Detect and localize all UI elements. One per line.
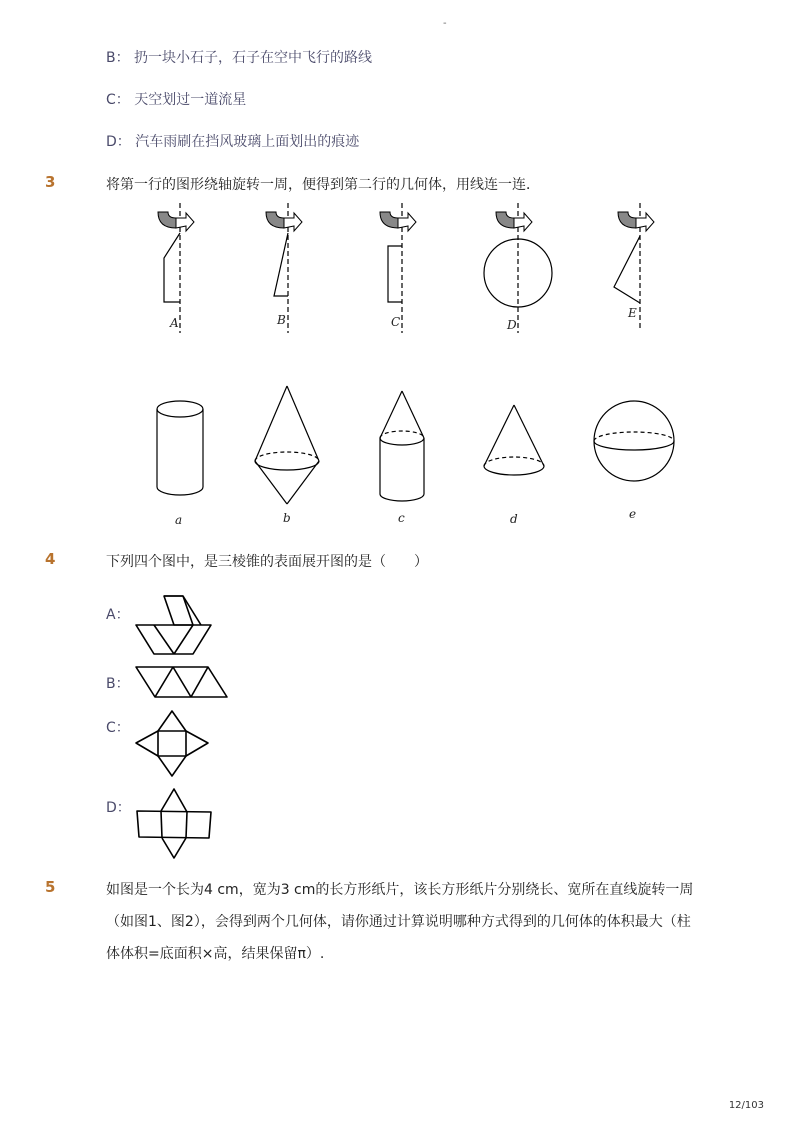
figure-b-label: B bbox=[277, 313, 286, 327]
solid-c-label: c bbox=[398, 511, 405, 525]
q2-option-c: C： 天空划过一道流星 bbox=[106, 92, 247, 108]
q2-option-d: D： 汽车雨刷在挡风玻璃上面划出的痕迹 bbox=[106, 134, 360, 150]
figure-e-label: E bbox=[628, 306, 637, 320]
net-d-icon bbox=[137, 789, 211, 858]
q4-option-d-label: D： bbox=[106, 800, 131, 816]
q4-option-a-label: A： bbox=[106, 607, 130, 623]
q4-option-b-label: B： bbox=[106, 676, 130, 692]
figure-c-label: C bbox=[391, 315, 401, 329]
q4-option-c-label: C： bbox=[106, 720, 130, 736]
solid-e-label: e bbox=[629, 507, 637, 521]
header-mark: - bbox=[443, 18, 447, 29]
q4-text: 下列四个图中，是三棱锥的表面展开图的是（ ） bbox=[106, 554, 428, 570]
solid-b-label: b bbox=[283, 511, 291, 525]
q5-number: 5 bbox=[45, 878, 56, 896]
q2-option-b: B： 扔一块小石子，石子在空中飞行的路线 bbox=[106, 50, 373, 66]
net-c-icon bbox=[136, 711, 208, 776]
solid-a-label: a bbox=[175, 513, 183, 527]
q5-line-3: 体体积=底面积×高，结果保留π）. bbox=[106, 946, 325, 962]
net-b-icon bbox=[136, 667, 227, 697]
page-number: 12/103 bbox=[728, 1100, 764, 1111]
net-a-icon bbox=[136, 596, 211, 654]
q5-line-1: 如图是一个长为4 cm，宽为3 cm的长方形纸片，该长方形纸片分别绕长、宽所在直线旋转一周 bbox=[106, 882, 694, 898]
q3-number: 3 bbox=[45, 173, 56, 191]
q4-number: 4 bbox=[45, 550, 56, 568]
figure-d-label: D bbox=[507, 318, 517, 332]
q5-line-2: （如图1、图2），会得到两个几何体，请你通过计算说明哪种方式得到的几何体的体积最大（柱 bbox=[106, 914, 691, 930]
figure-a-label: A bbox=[170, 316, 179, 330]
q3-text: 将第一行的图形绕轴旋转一周，便得到第二行的几何体，用线连一连． bbox=[106, 177, 540, 193]
solid-d-label: d bbox=[510, 512, 518, 526]
